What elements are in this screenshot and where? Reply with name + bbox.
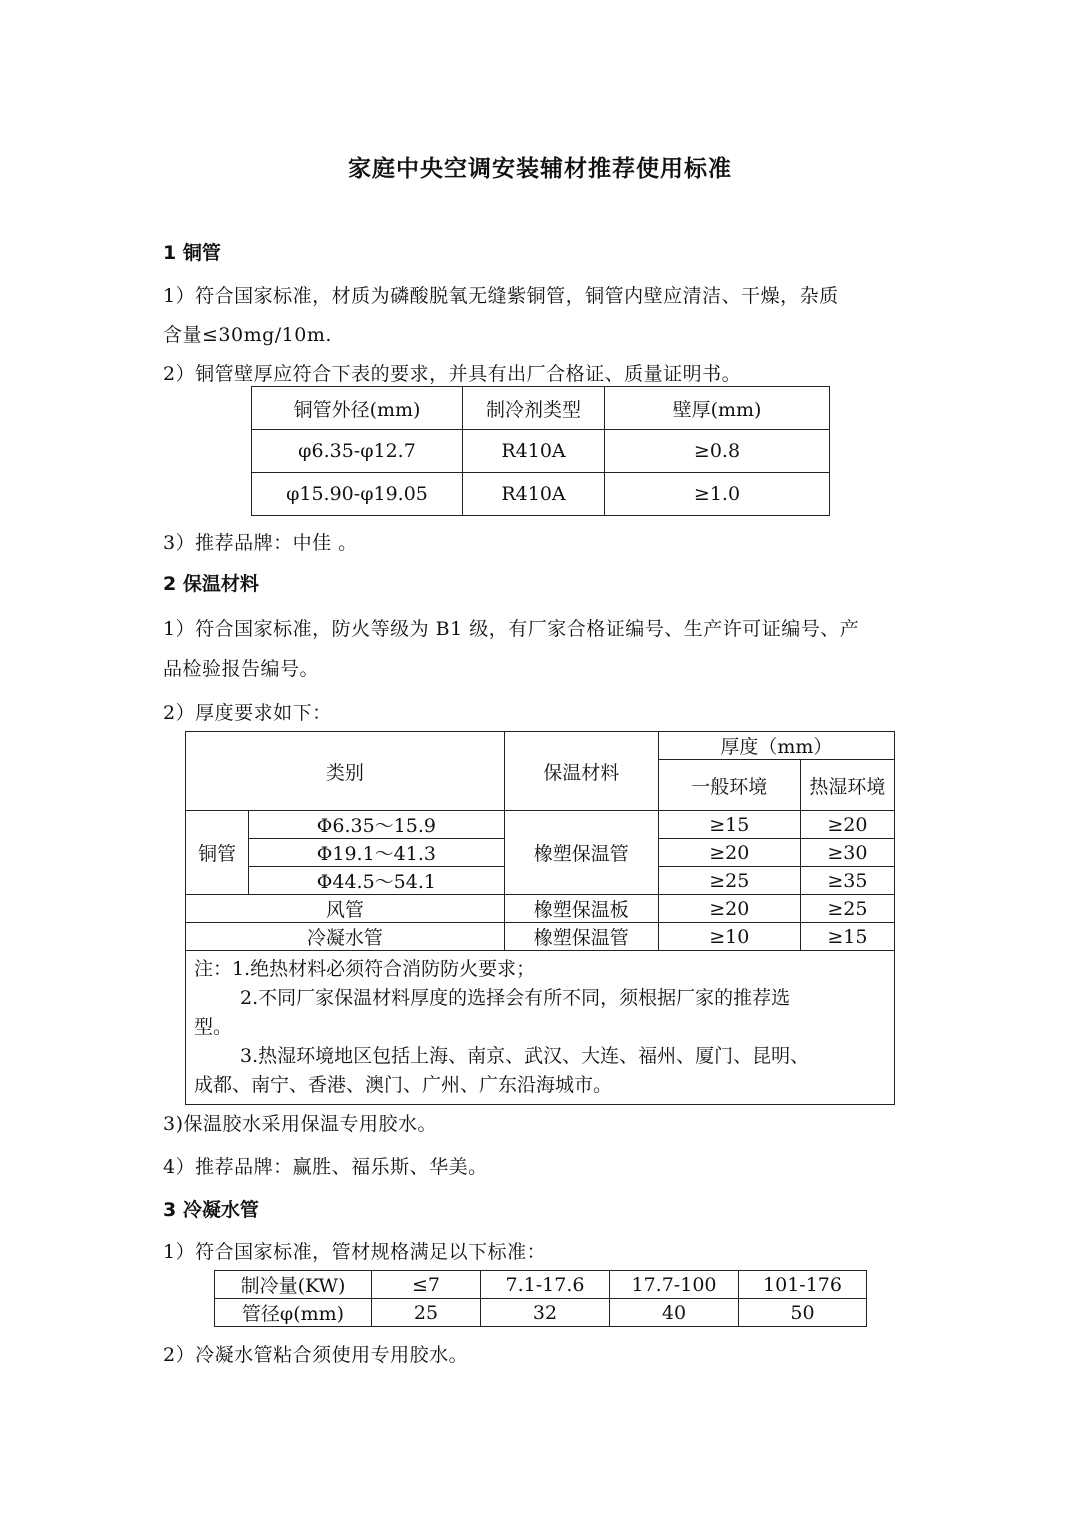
insulation-thickness-intro: 2）厚度要求如下： [163,702,332,724]
copper-recommended-brand: 3）推荐品牌：中佳 。 [163,532,358,554]
table-cell: ≥20 [658,839,800,867]
note-line: 2.不同厂家保温材料厚度的选择会有所不同，须根据厂家的推荐选 [240,987,791,1009]
note-line: 成都、南宁、香港、澳门、广州、广东沿海城市。 [194,1074,613,1096]
table-cell: Φ6.35～15.9 [249,811,505,839]
table-cell: R410A [463,473,605,516]
header-cell: 壁厚(mm) [605,387,830,430]
table-cell: 101-176 [739,1271,867,1299]
table-cell: 7.1-17.6 [481,1271,610,1299]
table-cell: 管径φ(mm) [215,1299,372,1327]
copper-standard-line1: 1）符合国家标准，材质为磷酸脱氧无缝紫铜管，铜管内壁应清洁、干燥，杂质 [163,285,839,307]
header-cell: 铜管外径(mm) [252,387,463,430]
table-cell: ≥20 [658,895,800,923]
table-row [252,430,830,473]
table-header-row [252,387,830,430]
table-row [215,1271,867,1299]
table-cell: ≤7 [372,1271,481,1299]
section-heading-condensate: 3 冷凝水管 [163,1199,259,1221]
table-cell: 32 [481,1299,610,1327]
section-heading-insulation: 2 保温材料 [163,573,259,595]
table-row [215,1299,867,1327]
copper-wall-thickness-table [251,386,830,516]
table-cell: ≥0.8 [605,430,830,473]
insulation-glue: 3)保温胶水采用保温专用胶水。 [163,1113,438,1135]
table-cell: 40 [610,1299,739,1327]
table-row [252,473,830,516]
insulation-thickness-table [185,731,895,1105]
table-cell: ≥30 [800,839,894,867]
table-cell: 橡塑保温管 [504,923,658,951]
table-cell: 25 [372,1299,481,1327]
insulation-standard-line1: 1）符合国家标准，防火等级为 B1 级，有厂家合格证编号、生产许可证编号、产 [163,618,860,640]
header-humid-env: 热湿环境 [800,760,894,811]
table-cell: ≥10 [658,923,800,951]
note-line: 注：1.绝热材料必须符合消防防火要求； [194,958,536,980]
header-cell: 制冷剂类型 [463,387,605,430]
table-cell: 17.7-100 [610,1271,739,1299]
header-normal-env: 一般环境 [658,760,800,811]
condensate-glue: 2）冷凝水管粘合须使用专用胶水。 [163,1344,469,1366]
note-line: 型。 [194,1016,233,1038]
table-header-row [186,732,895,760]
section-heading-copper-pipe: 1 铜管 [163,242,221,264]
table-cell: ≥1.0 [605,473,830,516]
table-row [186,811,895,839]
table-note [186,951,895,1105]
copper-label-cell: 铜管 [186,811,249,895]
table-note-row [186,951,895,1105]
condensate-standard: 1）符合国家标准，管材规格满足以下标准： [163,1241,547,1263]
table-cell: ≥35 [800,867,894,895]
table-cell: 50 [739,1299,867,1327]
table-cell: 制冷量(KW) [215,1271,372,1299]
table-cell: ≥15 [658,811,800,839]
table-cell: ≥25 [800,895,894,923]
table-cell: 冷凝水管 [186,923,505,951]
page-title: 家庭中央空调安装辅材推荐使用标准 [348,156,732,182]
condensate-pipe-table [214,1270,867,1327]
table-cell: φ15.90-φ19.05 [252,473,463,516]
table-cell: 风管 [186,895,505,923]
note-line: 3.热湿环境地区包括上海、南京、武汉、大连、福州、厦门、昆明、 [240,1045,810,1067]
copper-standard-line2: 含量≤30mg/10m. [163,324,332,346]
header-thickness: 厚度（mm） [658,732,894,760]
table-cell: 橡塑保温板 [504,895,658,923]
table-cell: ≥20 [800,811,894,839]
header-category: 类别 [186,732,505,811]
table-cell: Φ19.1～41.3 [249,839,505,867]
copper-material-cell: 橡塑保温管 [504,811,658,895]
insulation-recommended-brand: 4）推荐品牌：赢胜、福乐斯、华美。 [163,1156,488,1178]
table-cell: Φ44.5～54.1 [249,867,505,895]
table-cell: R410A [463,430,605,473]
table-cell: φ6.35-φ12.7 [252,430,463,473]
header-material: 保温材料 [504,732,658,811]
table-cell: ≥25 [658,867,800,895]
copper-wall-requirement: 2）铜管壁厚应符合下表的要求，并具有出厂合格证、质量证明书。 [163,363,742,385]
table-row [186,895,895,923]
table-cell: ≥15 [800,923,894,951]
table-row [186,923,895,951]
insulation-standard-line2: 品检验报告编号。 [163,658,320,680]
